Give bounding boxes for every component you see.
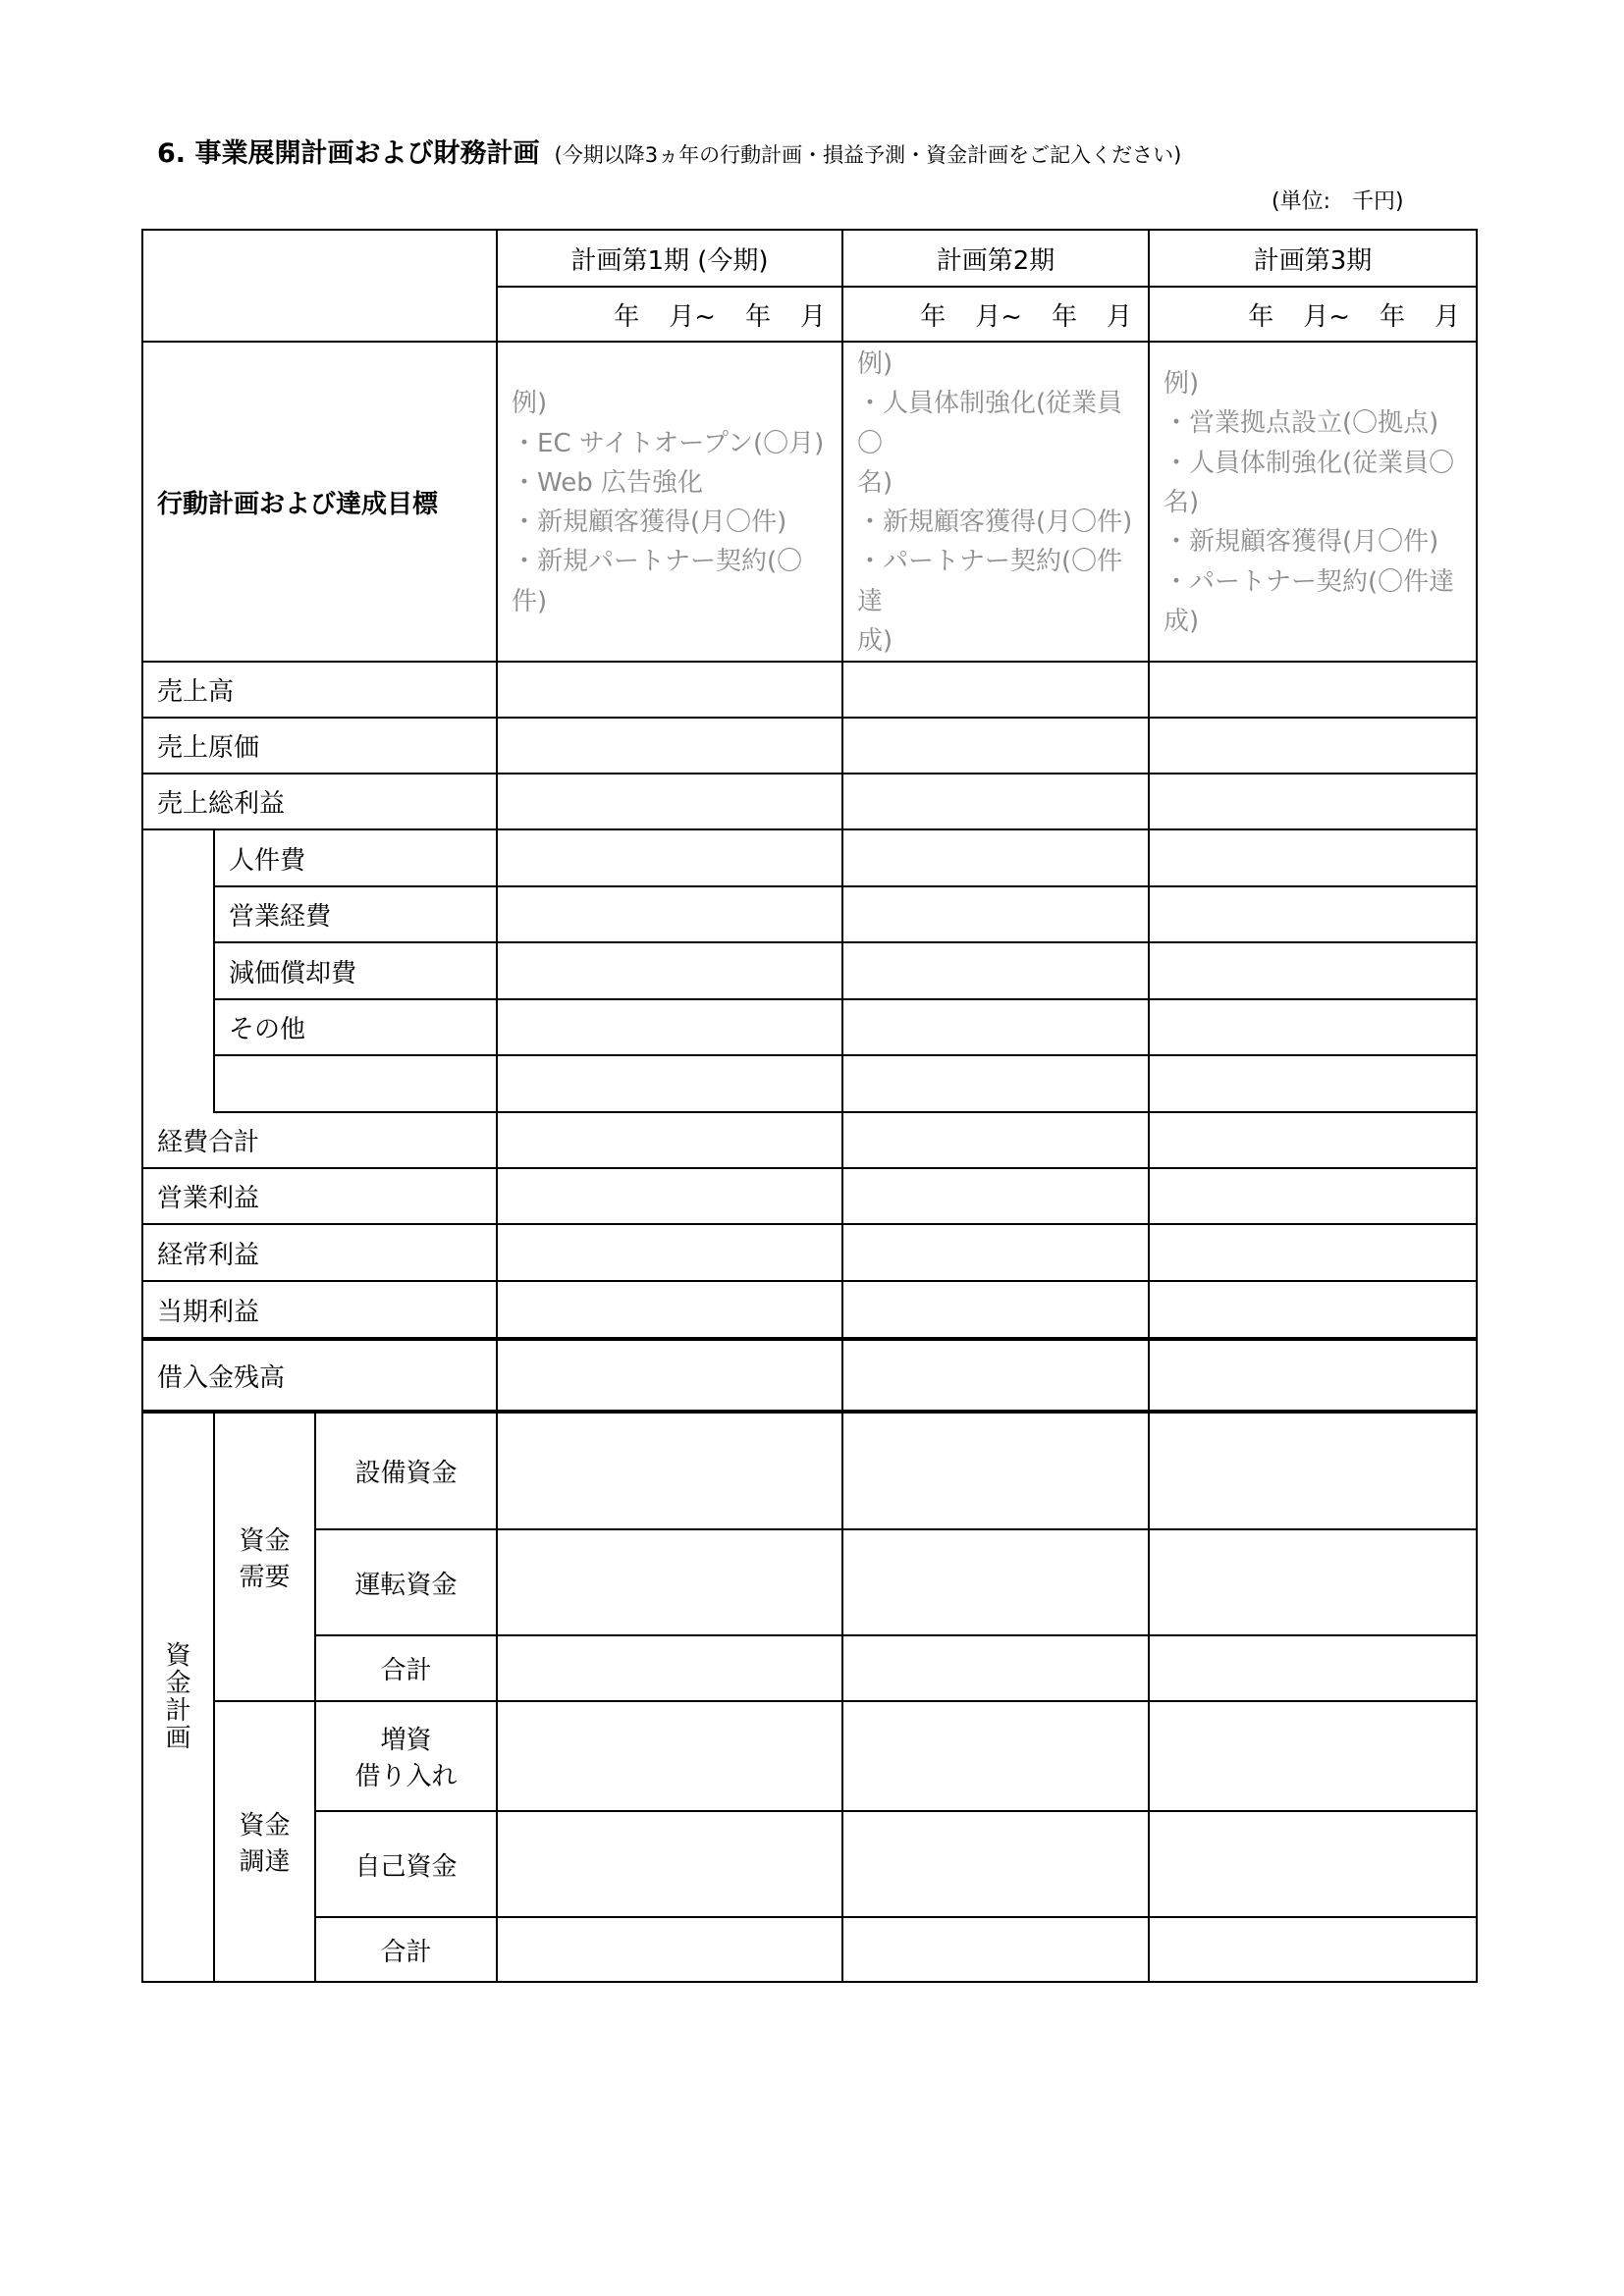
other-expenses-cell-2[interactable] xyxy=(842,999,1149,1055)
operating-profit-label: 営業利益 xyxy=(142,1168,497,1224)
depreciation-row xyxy=(142,942,1477,999)
depreciation-cell-3[interactable] xyxy=(1149,942,1477,999)
other-expenses-row xyxy=(142,999,1477,1055)
demand-total-label: 合計 xyxy=(315,1635,497,1701)
operating-expenses-cell-2[interactable] xyxy=(842,886,1149,942)
supply-total-label: 合計 xyxy=(315,1917,497,1982)
period-range-2[interactable]: 年 月~ 年 月 xyxy=(842,287,1149,342)
capital-loan-label: 増資 借り入れ xyxy=(315,1701,497,1811)
period-range-1[interactable]: 年 月~ 年 月 xyxy=(497,287,842,342)
personnel-cell-3[interactable] xyxy=(1149,829,1477,886)
supply-total-cell-1[interactable] xyxy=(497,1917,842,1982)
total-expenses-cell-3[interactable] xyxy=(1149,1112,1477,1168)
supply-total-row xyxy=(142,1917,1477,1982)
cost-of-sales-label: 売上原価 xyxy=(142,718,497,774)
action-plan-cell-3[interactable]: 例) ・営業拠点設立(〇拠点) ・人員体制強化(従業員〇 名) ・新規顧客獲得(月〇件) ・パートナー契約(〇件達 成) xyxy=(1149,342,1477,662)
sales-cell-2[interactable] xyxy=(842,662,1149,718)
column-header-period-3: 計画第3期 xyxy=(1149,230,1477,287)
funding-plan-label: 資 金 計 画 xyxy=(142,1412,214,1982)
sales-cell-1[interactable] xyxy=(497,662,842,718)
working-capital-label: 運転資金 xyxy=(315,1529,497,1635)
operating-expenses-cell-1[interactable] xyxy=(497,886,842,942)
loan-balance-cell-1[interactable] xyxy=(497,1339,842,1412)
capex-funds-cell-3[interactable] xyxy=(1149,1412,1477,1529)
working-capital-cell-1[interactable] xyxy=(497,1529,842,1635)
supply-total-cell-3[interactable] xyxy=(1149,1917,1477,1982)
cost-of-sales-cell-1[interactable] xyxy=(497,718,842,774)
depreciation-cell-2[interactable] xyxy=(842,942,1149,999)
column-header-period-2: 計画第2期 xyxy=(842,230,1149,287)
loan-balance-row xyxy=(142,1339,1477,1412)
loan-balance-label: 借入金残高 xyxy=(142,1339,497,1412)
other-expenses-cell-3[interactable] xyxy=(1149,999,1477,1055)
financial-plan-table xyxy=(141,229,1478,1983)
section-subtitle: (今期以降3ヵ年の行動計画・損益予測・資金計画をご記入ください) xyxy=(554,143,1182,167)
loan-balance-cell-2[interactable] xyxy=(842,1339,1149,1412)
period-range-3[interactable]: 年 月~ 年 月 xyxy=(1149,287,1477,342)
capital-loan-cell-1[interactable] xyxy=(497,1701,842,1811)
net-profit-cell-2[interactable] xyxy=(842,1281,1149,1339)
sales-label: 売上高 xyxy=(142,662,497,718)
demand-total-cell-1[interactable] xyxy=(497,1635,842,1701)
sales-cell-3[interactable] xyxy=(1149,662,1477,718)
operating-profit-cell-3[interactable] xyxy=(1149,1168,1477,1224)
personnel-row xyxy=(142,829,1477,886)
own-funds-row xyxy=(142,1811,1477,1917)
section-heading xyxy=(157,132,1181,170)
working-capital-cell-2[interactable] xyxy=(842,1529,1149,1635)
other-expenses-cell-1[interactable] xyxy=(497,999,842,1055)
action-plan-cell-1[interactable]: 例) ・EC サイトオープン(〇月) ・Web 広告強化 ・新規顧客獲得(月〇件) ・新規パートナー契約(〇件) xyxy=(497,342,842,662)
header-corner xyxy=(142,230,497,342)
column-header-row xyxy=(142,230,1477,287)
operating-profit-cell-2[interactable] xyxy=(842,1168,1149,1224)
cost-of-sales-cell-2[interactable] xyxy=(842,718,1149,774)
personnel-cell-1[interactable] xyxy=(497,829,842,886)
net-profit-label: 当期利益 xyxy=(142,1281,497,1339)
demand-total-row xyxy=(142,1635,1477,1701)
own-funds-cell-2[interactable] xyxy=(842,1811,1149,1917)
gross-profit-row xyxy=(142,774,1477,829)
depreciation-cell-1[interactable] xyxy=(497,942,842,999)
blank-expense-cell-2[interactable] xyxy=(842,1055,1149,1112)
gross-profit-cell-1[interactable] xyxy=(497,774,842,829)
ordinary-profit-cell-1[interactable] xyxy=(497,1224,842,1281)
ordinary-profit-label: 経常利益 xyxy=(142,1224,497,1281)
own-funds-label: 自己資金 xyxy=(315,1811,497,1917)
working-capital-row xyxy=(142,1529,1477,1635)
action-plan-row xyxy=(142,342,1477,662)
blank-expense-cell-1[interactable] xyxy=(497,1055,842,1112)
total-expenses-cell-2[interactable] xyxy=(842,1112,1149,1168)
action-plan-label: 行動計画および達成目標 xyxy=(142,342,497,662)
capex-funds-row xyxy=(142,1412,1477,1529)
own-funds-cell-3[interactable] xyxy=(1149,1811,1477,1917)
operating-profit-row xyxy=(142,1168,1477,1224)
column-header-period-1: 計画第1期 (今期) xyxy=(497,230,842,287)
section-title: 6. 事業展開計画および財務計画 xyxy=(157,138,540,169)
personnel-label: 人件費 xyxy=(214,829,497,886)
unit-label: (単位: 千円) xyxy=(1272,189,1404,214)
ordinary-profit-cell-3[interactable] xyxy=(1149,1224,1477,1281)
total-expenses-row xyxy=(142,1112,1477,1168)
capital-loan-row xyxy=(142,1701,1477,1811)
sales-row xyxy=(142,662,1477,718)
action-plan-cell-2[interactable]: 例) ・人員体制強化(従業員〇 名) ・新規顧客獲得(月〇件) ・パートナー契約(〇件達 成) xyxy=(842,342,1149,662)
blank-expense-row xyxy=(142,1055,1477,1112)
capex-funds-cell-1[interactable] xyxy=(497,1412,842,1529)
blank-expense-label[interactable] xyxy=(214,1055,497,1112)
gross-profit-label: 売上総利益 xyxy=(142,774,497,829)
capital-loan-cell-3[interactable] xyxy=(1149,1701,1477,1811)
capex-funds-cell-2[interactable] xyxy=(842,1412,1149,1529)
operating-expenses-cell-3[interactable] xyxy=(1149,886,1477,942)
net-profit-cell-3[interactable] xyxy=(1149,1281,1477,1339)
operating-expenses-row xyxy=(142,886,1477,942)
working-capital-cell-3[interactable] xyxy=(1149,1529,1477,1635)
depreciation-label: 減価償却費 xyxy=(214,942,497,999)
funding-supply-label: 資金 調達 xyxy=(214,1701,315,1982)
personnel-cell-2[interactable] xyxy=(842,829,1149,886)
capital-loan-cell-2[interactable] xyxy=(842,1701,1149,1811)
total-expenses-label: 経費合計 xyxy=(142,1112,497,1168)
capex-funds-label: 設備資金 xyxy=(315,1412,497,1529)
expense-group-indent xyxy=(142,829,214,1112)
cost-of-sales-cell-3[interactable] xyxy=(1149,718,1477,774)
other-expenses-label: その他 xyxy=(214,999,497,1055)
total-expenses-cell-1[interactable] xyxy=(497,1112,842,1168)
cost-of-sales-row xyxy=(142,718,1477,774)
demand-total-cell-2[interactable] xyxy=(842,1635,1149,1701)
loan-balance-cell-3[interactable] xyxy=(1149,1339,1477,1412)
operating-expenses-label: 営業経費 xyxy=(214,886,497,942)
ordinary-profit-row xyxy=(142,1224,1477,1281)
blank-expense-cell-3[interactable] xyxy=(1149,1055,1477,1112)
funding-demand-label: 資金 需要 xyxy=(214,1412,315,1701)
net-profit-cell-1[interactable] xyxy=(497,1281,842,1339)
operating-profit-cell-1[interactable] xyxy=(497,1168,842,1224)
demand-total-cell-3[interactable] xyxy=(1149,1635,1477,1701)
net-profit-row xyxy=(142,1281,1477,1339)
gross-profit-cell-2[interactable] xyxy=(842,774,1149,829)
gross-profit-cell-3[interactable] xyxy=(1149,774,1477,829)
own-funds-cell-1[interactable] xyxy=(497,1811,842,1917)
ordinary-profit-cell-2[interactable] xyxy=(842,1224,1149,1281)
supply-total-cell-2[interactable] xyxy=(842,1917,1149,1982)
